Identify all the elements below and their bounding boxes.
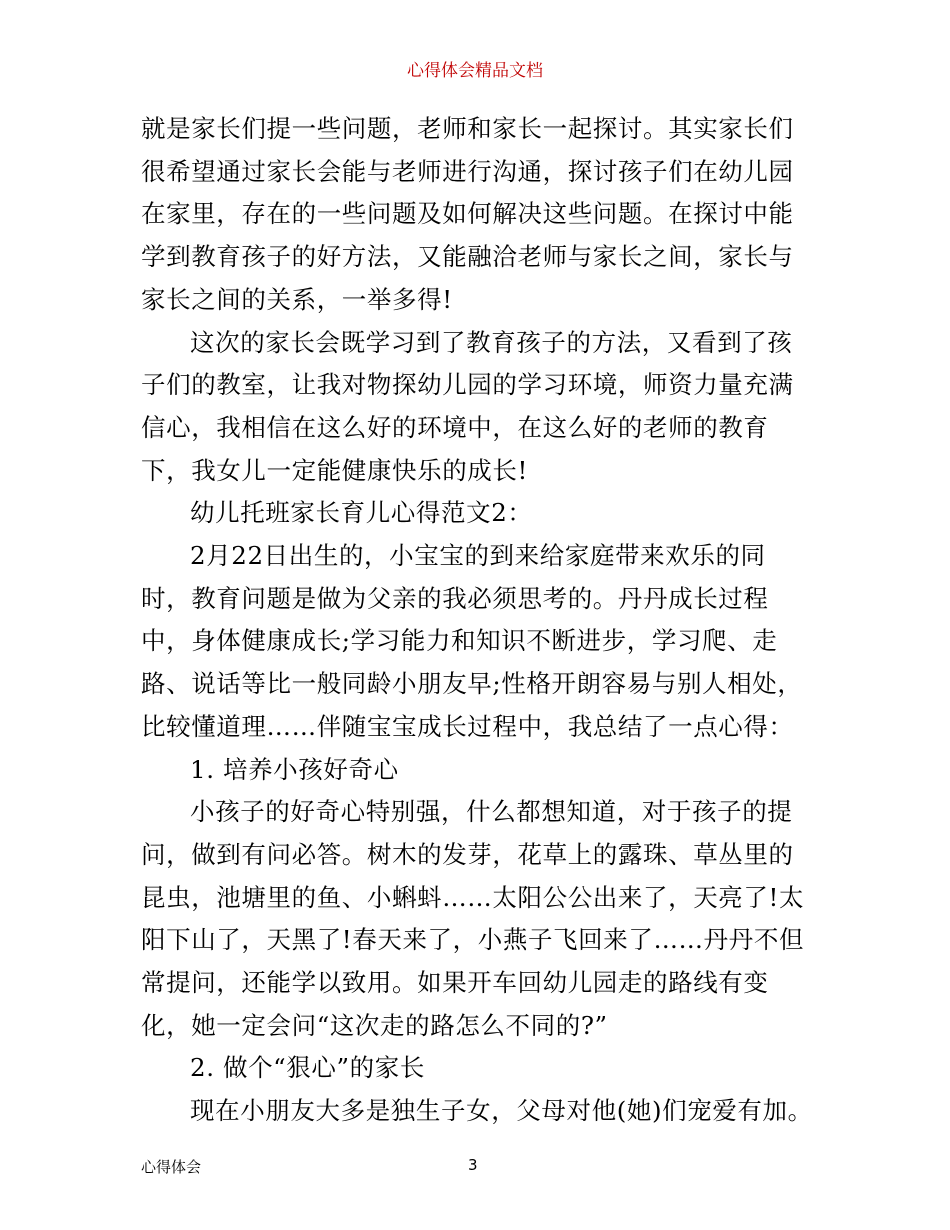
list-heading: 1. 培养小孩好奇心	[190, 754, 399, 784]
paragraph: 2月22日出生的，小宝宝的到来给家庭带来欢乐的同时，教育问题是做为父亲的我必须思考的。丹丹成长过程中，身体健康成长;学习能力和知识不断进步，学习爬、走路、说话等比一般同龄小朋友早;性格开朗容易与别人相处，比较懂道理……伴随宝宝成长过程中，我总结了一点心得：	[141, 541, 803, 741]
paragraph: 就是家长们提一些问题，老师和家长一起探讨。其实家长们很希望通过家长会能与老师进行沟通，探讨孩子们在幼儿园在家里，存在的一些问题及如何解决这些问题。在探讨中能学到教育孩子的好方法，又能融洽老师与家长之间，家长与家长之间的关系，一举多得!	[141, 114, 794, 314]
paragraph: 现在小朋友大多是独生子女，父母对他(她)们宠爱有加。	[190, 1096, 813, 1126]
list-heading: 2. 做个“狠心”的家长	[190, 1053, 425, 1083]
paragraph: 小孩子的好奇心特别强，什么都想知道，对于孩子的提问，做到有问必答。树木的发芽，花草上的露珠、草丛里的昆虫，池塘里的鱼、小蝌蚪……太阳公公出来了，天亮了!太阳下山了，天黑了!春天来了，小燕子飞回来了……丹丹不但常提问，还能学以致用。如果开车回幼儿园走的路线有变化，她一定会问“这次走的路怎么不同的?”	[141, 797, 805, 1040]
page-header-title: 心得体会精品文档	[407, 61, 543, 81]
paragraph: 这次的家长会既学习到了教育孩子的方法，又看到了孩子们的教室，让我对物探幼儿园的学习环境，师资力量充满信心，我相信在这么好的环境中，在这么好的老师的教育下，我女儿一定能健康快乐的成长!	[141, 327, 794, 485]
document-body	[141, 108, 813, 1133]
section-heading: 幼儿托班家长育儿心得范文2：	[190, 498, 533, 528]
page-number: 3	[468, 1156, 478, 1174]
footer-label: 心得体会	[141, 1158, 202, 1176]
